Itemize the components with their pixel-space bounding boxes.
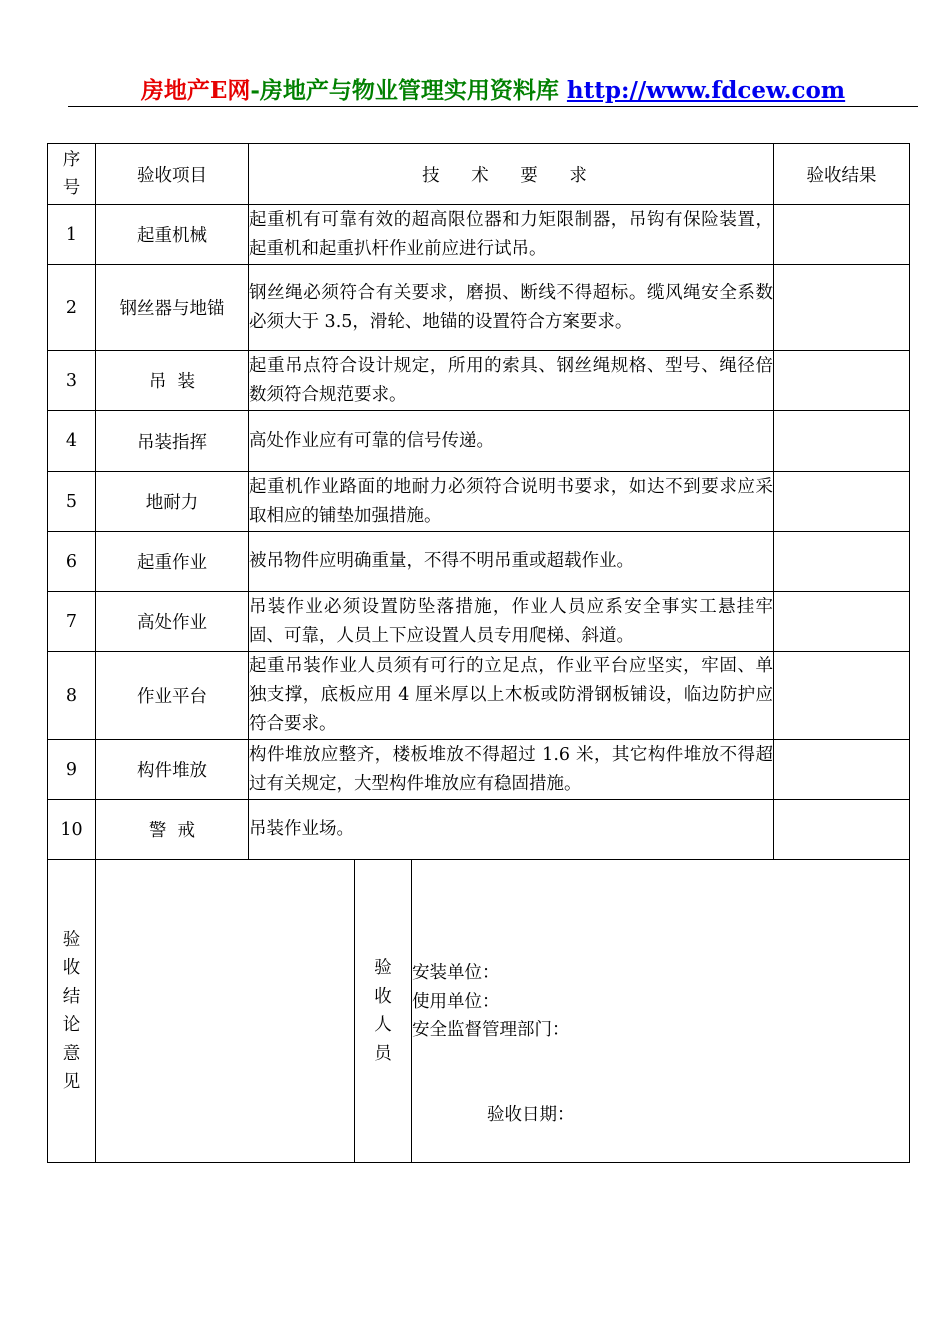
- table-row: [48, 800, 910, 860]
- row-result[interactable]: [774, 652, 910, 740]
- row-item: 地耐力: [96, 472, 249, 532]
- table-row: [48, 411, 910, 472]
- install-unit-label: 安装单位：: [412, 963, 500, 983]
- row-no: 3: [48, 351, 96, 411]
- table-header-row: [48, 144, 910, 205]
- conclusion-row: [48, 860, 910, 1163]
- site-url-link[interactable]: http://www.fdcew.com: [566, 77, 846, 104]
- row-result[interactable]: [774, 411, 910, 472]
- row-no: 1: [48, 205, 96, 265]
- row-item: 吊 装: [96, 351, 249, 411]
- row-no: 10: [48, 800, 96, 860]
- row-item: 起重机械: [96, 205, 249, 265]
- row-item: 作业平台: [96, 652, 249, 740]
- row-requirement: 起重机有可靠有效的超高限位器和力矩限制器，吊钩有保险装置，起重机和起重扒杆作业前应进行试吊。: [249, 205, 774, 265]
- row-requirement: 吊装作业场。: [249, 800, 774, 860]
- header-requirement: 技 术 要 求: [249, 144, 774, 205]
- table-row: [48, 592, 910, 652]
- table-row: [48, 472, 910, 532]
- row-item: 吊装指挥: [96, 411, 249, 472]
- row-item: 高处作业: [96, 592, 249, 652]
- row-result[interactable]: [774, 592, 910, 652]
- row-requirement: 钢丝绳必须符合有关要求，磨损、断线不得超标。缆风绳安全系数必须大于 3.5，滑轮、地锚的设置符合方案要求。: [249, 265, 774, 351]
- personnel-label: 验 收 人 员: [355, 860, 412, 1163]
- header-no: 序 号: [48, 144, 96, 205]
- conclusion-label: 验 收 结 论 意 见: [48, 860, 96, 1163]
- document-header: [68, 76, 918, 106]
- row-item: 警 戒: [96, 800, 249, 860]
- inspection-date-label: 验收日期：: [487, 1104, 575, 1125]
- row-no: 8: [48, 652, 96, 740]
- row-requirement: 构件堆放应整齐，楼板堆放不得超过 1.6 米，其它构件堆放不得超过有关规定，大型构件堆放应有稳固措施。: [249, 740, 774, 800]
- row-result[interactable]: [774, 800, 910, 860]
- row-requirement: 起重吊点符合设计规定，所用的索具、钢丝绳规格、型号、绳径倍数须符合规范要求。: [249, 351, 774, 411]
- use-unit-label: 使用单位：: [412, 991, 500, 1012]
- row-item: 构件堆放: [96, 740, 249, 800]
- inspection-table: [47, 143, 910, 1163]
- header-item: 验收项目: [96, 144, 249, 205]
- conclusion-content[interactable]: [96, 860, 355, 1163]
- row-no: 5: [48, 472, 96, 532]
- header-result: 验收结果: [774, 144, 910, 205]
- table-row: [48, 532, 910, 592]
- row-requirement: 高处作业应有可靠的信号传递。: [249, 411, 774, 472]
- table-row: [48, 351, 910, 411]
- row-no: 9: [48, 740, 96, 800]
- row-result[interactable]: [774, 351, 910, 411]
- row-result[interactable]: [774, 740, 910, 800]
- row-result[interactable]: [774, 532, 910, 592]
- row-requirement: 被吊物件应明确重量，不得不明吊重或超载作业。: [249, 532, 774, 592]
- row-no: 6: [48, 532, 96, 592]
- site-subtitle: -房地产与物业管理实用资料库: [250, 77, 559, 104]
- row-result[interactable]: [774, 265, 910, 351]
- safety-dept-label: 安全监督管理部门：: [412, 1020, 570, 1040]
- table-row: [48, 205, 910, 265]
- row-item: 钢丝器与地锚: [96, 265, 249, 351]
- row-no: 2: [48, 265, 96, 351]
- row-no: 4: [48, 411, 96, 472]
- site-name: 房地产E网: [140, 77, 251, 104]
- signature-area: [412, 860, 910, 1163]
- table-row: [48, 652, 910, 740]
- row-item: 起重作业: [96, 532, 249, 592]
- row-requirement: 吊装作业必须设置防坠落措施，作业人员应系安全事实工悬挂牢固、可靠，人员上下应设置人员专用爬梯、斜道。: [249, 592, 774, 652]
- table-row: [48, 265, 910, 351]
- row-requirement: 起重机作业路面的地耐力必须符合说明书要求，如达不到要求应采取相应的铺垫加强措施。: [249, 472, 774, 532]
- row-requirement: 起重吊装作业人员须有可行的立足点，作业平台应坚实，牢固、单独支撑，底板应用 4 厘米厚以上木板或防滑钢板铺设，临边防护应符合要求。: [249, 652, 774, 740]
- row-no: 7: [48, 592, 96, 652]
- table-row: [48, 740, 910, 800]
- header-rule: [68, 106, 918, 107]
- row-result[interactable]: [774, 472, 910, 532]
- row-result[interactable]: [774, 205, 910, 265]
